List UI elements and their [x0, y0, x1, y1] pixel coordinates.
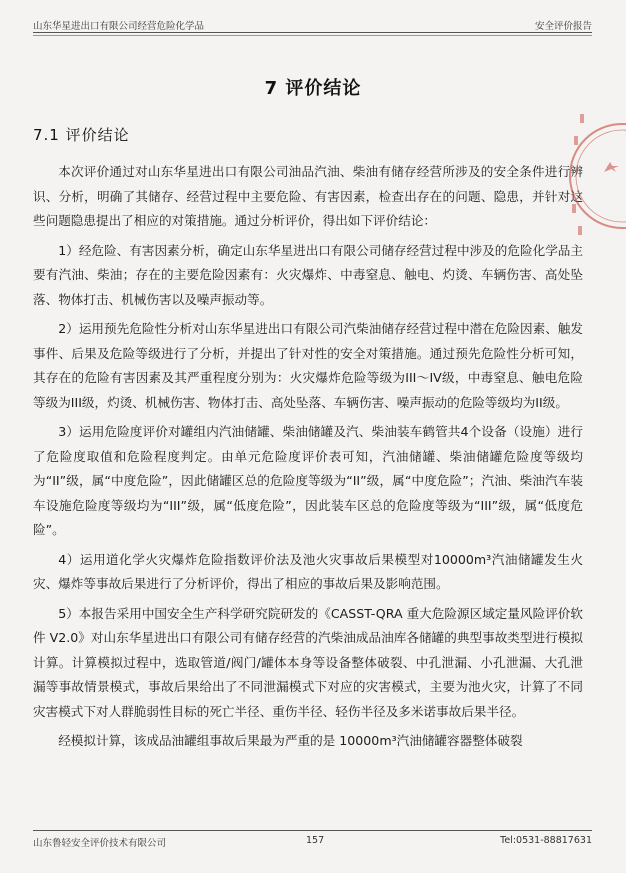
- paragraph-item-5: 5）本报告采用中国安全生产科学研究院研发的《CASST-QRA 重大危险源区域定量风险评价软件 V2.0》对山东华星进出口有限公司有储存经营的汽柴油成品油库各储罐的典型事故类型进行模拟计算。计算模拟过程中，选取管道/阀门/罐体本身等设备整体破裂、中孔泄漏、小孔泄漏、大孔泄漏等事故情景模式，事故后果给出了不同泄漏模式下对应的灾害模式，主要为池火灾，计算了不同灾害模式下对人群脆弱性目标的死亡半径、重伤半径、轻伤半径及多米诺事故后果半径。: [33, 605, 583, 719]
- paragraph-item-3: 3）运用危险度评价对罐组内汽油储罐、柴油储罐及汽、柴油装车鹤管共4个设备（设施）进行了危险度取值和危险程度判定。由单元危险度评价表可知，汽油储罐、柴油储罐危险度等级均为“II”级，属“中度危险”，因此储罐区总的危险度等级为“II”级，属“中度危险”；汽油、柴油汽车装车设施危险度等级均为“III”级，属“低度危险”，因此装车区总的危险度等级为“III”级，属“低度危险”。: [33, 424, 583, 537]
- footer-company: 山东鲁轻安全评价技术有限公司: [33, 838, 167, 849]
- paragraph-item-1: 1）经危险、有害因素分析，确定山东华星进出口有限公司储存经营过程中涉及的危险化学品主要有汽油、柴油；存在的主要危险因素有：火灾爆炸、中毒窒息、触电、灼烫、车辆伤害、高处坠落、物体打击、机械伤害以及噪声振动等。: [33, 242, 583, 307]
- seal-stamp-icon: [564, 76, 626, 286]
- page-number: 157: [306, 835, 325, 846]
- section-heading: 7.1 评价结论: [33, 126, 130, 144]
- header-company: 山东华星进出口有限公司经营危险化学品: [33, 21, 205, 32]
- header-report-type: 安全评价报告: [534, 21, 592, 32]
- paragraph-simulation: 经模拟计算，该成品油罐组事故后果最为严重的是 10000m³汽油储罐容器整体破裂: [58, 733, 523, 748]
- paragraph-item-2: 2）运用预先危险性分析对山东华星进出口有限公司汽柴油储存经营过程中潜在危险因素、触发事件、后果及危险等级进行了分析，并提出了针对性的安全对策措施。通过预先危险性分析可知，其存在的危险有害因素及其严重程度分别为：火灾爆炸危险等级为III～IV级，中毒窒息、触电危险等级为III级，灼烫、机械伤害、物体打击、高处坠落、车辆伤害、噪声振动的危险等级均为II级。: [33, 321, 583, 410]
- header-rule: [33, 32, 592, 33]
- body-text: [33, 160, 583, 759]
- paragraph-item-4: 4）运用道化学火灾爆炸危险指数评价法及池火灾事故后果模型对10000m³汽油储罐发生火灾、爆炸等事故后果进行了分析评价，得出了相应的事故后果及影响范围。: [33, 551, 583, 591]
- paragraph-intro: 本次评价通过对山东华星进出口有限公司油品汽油、柴油有储存经营所涉及的安全条件进行辨识、分析，明确了其储存、经营过程中主要危险、有害因素，检查出存在的问题、隐患，并针对这些问题隐患提出了相应的对策措施。通过分析评价，得出如下评价结论：: [33, 164, 583, 228]
- header-rule-thin: [33, 35, 592, 36]
- footer-phone: Tel:0531-88817631: [500, 835, 592, 846]
- chapter-title: 7 评价结论: [264, 78, 362, 99]
- footer-rule: [33, 830, 592, 831]
